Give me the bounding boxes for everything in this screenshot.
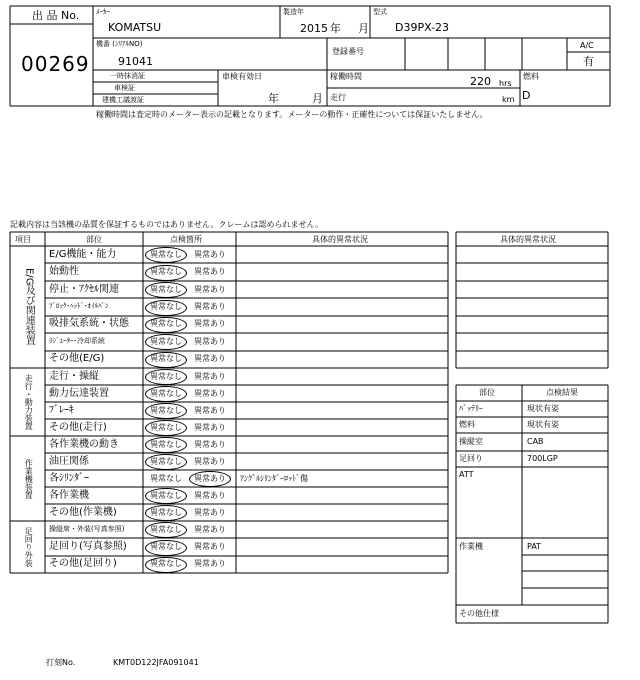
row-part: 足回り(写真参照) [49, 541, 127, 552]
selection-circle [145, 386, 187, 402]
normal-option[interactable]: 異常なし [150, 456, 182, 466]
results-fuel-label: 燃料 [459, 420, 475, 429]
abnormal-option[interactable]: 異常あり [194, 507, 226, 517]
row-part: その他(走行) [49, 421, 107, 433]
serial-label: 機番 (ｼﾘｱﾙNO) [96, 40, 143, 48]
shaken-label: 車検有効日 [222, 72, 262, 81]
selection-circle [145, 557, 187, 573]
selection-circle [145, 352, 187, 368]
normal-option[interactable]: 異常なし [150, 473, 182, 483]
abnormal-option[interactable]: 異常あり [194, 456, 226, 466]
normal-option[interactable]: 異常なし [150, 388, 182, 398]
hours-label: 稼働時間 [330, 72, 362, 81]
fuel-value: D [522, 89, 531, 102]
abnormal-option[interactable]: 異常あり [194, 559, 226, 569]
normal-option[interactable]: 異常なし [150, 524, 182, 534]
km-unit: km [502, 95, 515, 104]
abnormal-option[interactable]: 異常あり [194, 405, 226, 415]
row-part: 各ｼﾘﾝﾀﾞｰ [49, 472, 89, 484]
results-col-result: 点検結果 [546, 388, 578, 397]
group-label: 足回り外装 [24, 527, 34, 567]
col-category: 項目 [15, 235, 31, 244]
normal-option[interactable]: 異常なし [150, 559, 182, 569]
abnormal-option[interactable]: 異常あり [194, 473, 226, 483]
normal-option[interactable]: 異常なし [150, 422, 182, 432]
registration-label: 登録番号 [332, 47, 364, 56]
cab-value: CAB [527, 437, 544, 446]
abnormal-option[interactable]: 異常あり [194, 422, 226, 432]
selection-circle [145, 300, 187, 316]
col-detail: 具体的異常状況 [312, 235, 368, 244]
abnormal-option[interactable]: 異常あり [194, 284, 226, 294]
work-value: PAT [527, 542, 542, 551]
row-part: 走行・操縦 [49, 370, 99, 382]
shoe-label: 足回り [459, 454, 483, 463]
year-value: 2015 [300, 22, 328, 35]
normal-option[interactable]: 異常なし [150, 284, 182, 294]
hours-unit: hrs [499, 79, 512, 88]
row-part: 各作業機の動き [49, 438, 119, 450]
normal-option[interactable]: 異常なし [150, 439, 182, 449]
selection-circle [145, 369, 187, 385]
temp-cancel-label: 一時抹消証 [110, 72, 145, 80]
normal-option[interactable]: 異常なし [150, 319, 182, 329]
att-label: ATT [459, 470, 474, 479]
shoe-value: 700LGP [527, 454, 558, 463]
selection-circle [145, 505, 187, 521]
model-value: D39PX-23 [395, 21, 450, 34]
selection-circle [145, 540, 187, 556]
results-col-part: 部位 [479, 388, 495, 397]
abnormal-option[interactable]: 異常あり [194, 267, 226, 277]
other-spec-label: その他仕様 [459, 609, 499, 618]
fuel-label: 燃料 [523, 72, 539, 81]
maker-value: KOMATSU [108, 21, 162, 34]
row-part: ﾌﾞﾛｯｸ･ﾍｯﾄﾞ･ｵｲﾙﾊﾟﾝ [49, 302, 109, 310]
normal-option[interactable]: 異常なし [150, 354, 182, 364]
row-part: 動力伝達装置 [49, 387, 109, 399]
normal-option[interactable]: 異常なし [150, 490, 182, 500]
normal-option[interactable]: 異常なし [150, 371, 182, 381]
transfer-cert-label: 建機工議渡証 [102, 96, 144, 104]
col-point: 点検箇所 [170, 235, 202, 244]
selection-circle [145, 282, 187, 298]
abnormal-option[interactable]: 異常あり [194, 249, 226, 259]
disclaimer: 記載内容は当該機の品質を保証するものではありません。クレームは認められません。 [10, 220, 323, 229]
row-part: 停止・ｱｸｾﾙ関連 [49, 283, 119, 295]
row-part: E/G機能・能力 [49, 248, 117, 260]
month-unit: 月 [358, 22, 369, 35]
col-part: 部位 [86, 235, 102, 244]
abnormal-option[interactable]: 異常あり [194, 542, 226, 551]
selection-circle [145, 265, 187, 281]
hours-value: 220 [470, 75, 491, 88]
row-part: ﾗｼﾞｴｰﾀｰ･冷却系統 [49, 336, 105, 345]
abnormal-option[interactable]: 異常あり [194, 336, 226, 346]
ac-label: A/C [580, 41, 594, 50]
row-detail: ｱﾝｸﾞﾙｼﾘﾝﾀﾞｰﾛｯﾄﾞ傷 [240, 473, 308, 483]
abnormal-option[interactable]: 異常あり [194, 319, 226, 329]
selection-circle [145, 403, 187, 419]
battery-value: 現状有姿 [527, 404, 559, 413]
abnormal-option[interactable]: 異常あり [194, 354, 226, 364]
row-part: その他(足回り) [49, 558, 117, 570]
maker-label: ﾒｰｶｰ [96, 8, 110, 16]
abnormal-option[interactable]: 異常あり [194, 388, 226, 398]
row-part: 油圧関係 [49, 455, 89, 467]
lot-label: 出 品 No. [32, 9, 80, 22]
normal-option[interactable]: 異常なし [150, 302, 182, 311]
group-label: 作業機装置 [24, 458, 34, 499]
row-part: その他(作業機) [49, 506, 117, 518]
abnormal-option[interactable]: 異常あり [194, 490, 226, 500]
row-part: その他(E/G) [49, 353, 105, 365]
hours-note: 稼働時間は査定時のメーター表示の記載となります。メーターの動作・正確性については保証いたしません。 [96, 110, 488, 119]
work-label: 作業機 [459, 542, 483, 551]
model-label: 型式 [373, 8, 387, 16]
abnormal-option[interactable]: 異常あり [194, 302, 226, 311]
normal-option[interactable]: 異常なし [150, 507, 182, 517]
selection-circle [189, 471, 231, 487]
abnormal-option[interactable]: 異常あり [194, 524, 226, 534]
normal-option[interactable]: 異常なし [150, 336, 182, 346]
right-detail-header: 具体的異常状況 [500, 235, 556, 244]
row-part: 各作業機 [49, 489, 89, 501]
normal-option[interactable]: 異常なし [150, 542, 182, 551]
shaken-year-unit: 年 [268, 92, 279, 105]
distance-label: 走行 [330, 93, 346, 102]
stamp-label: 打刻No. [46, 658, 76, 667]
year-unit: 年 [330, 22, 341, 35]
group-label: 走行・動力装置 [24, 374, 34, 430]
selection-circle [145, 437, 187, 453]
selection-circle [145, 317, 187, 333]
selection-circle [145, 420, 187, 436]
normal-option[interactable]: 異常なし [150, 267, 182, 277]
row-part: 始動性 [49, 266, 79, 278]
row-part: 吸排気系統・状態 [49, 318, 129, 330]
normal-option[interactable]: 異常なし [150, 249, 182, 259]
abnormal-option[interactable]: 異常あり [194, 371, 226, 381]
ac-value: 有 [583, 55, 594, 68]
group-label: E/G及び関連装置 [23, 268, 35, 346]
row-part: 操縦席・外装(写真参照) [49, 524, 125, 533]
abnormal-option[interactable]: 異常あり [194, 439, 226, 449]
results-fuel-value: 現状有姿 [527, 420, 559, 429]
row-part: ﾌﾞﾚｰｷ [49, 404, 74, 416]
cab-label: 操縦室 [459, 437, 483, 446]
serial-value: 91041 [118, 55, 153, 68]
lot-number: 00269 [21, 52, 90, 76]
inspection-cert-label: 車検証 [114, 84, 135, 92]
selection-circle [145, 454, 187, 470]
shaken-month-unit: 月 [312, 92, 323, 105]
normal-option[interactable]: 異常なし [150, 405, 182, 415]
year-label: 製造年 [283, 8, 304, 16]
selection-circle [145, 488, 187, 504]
stamp-value: KMT0D122JFA091041 [113, 658, 199, 667]
battery-label: ﾊﾞｯﾃﾘｰ [459, 404, 483, 413]
